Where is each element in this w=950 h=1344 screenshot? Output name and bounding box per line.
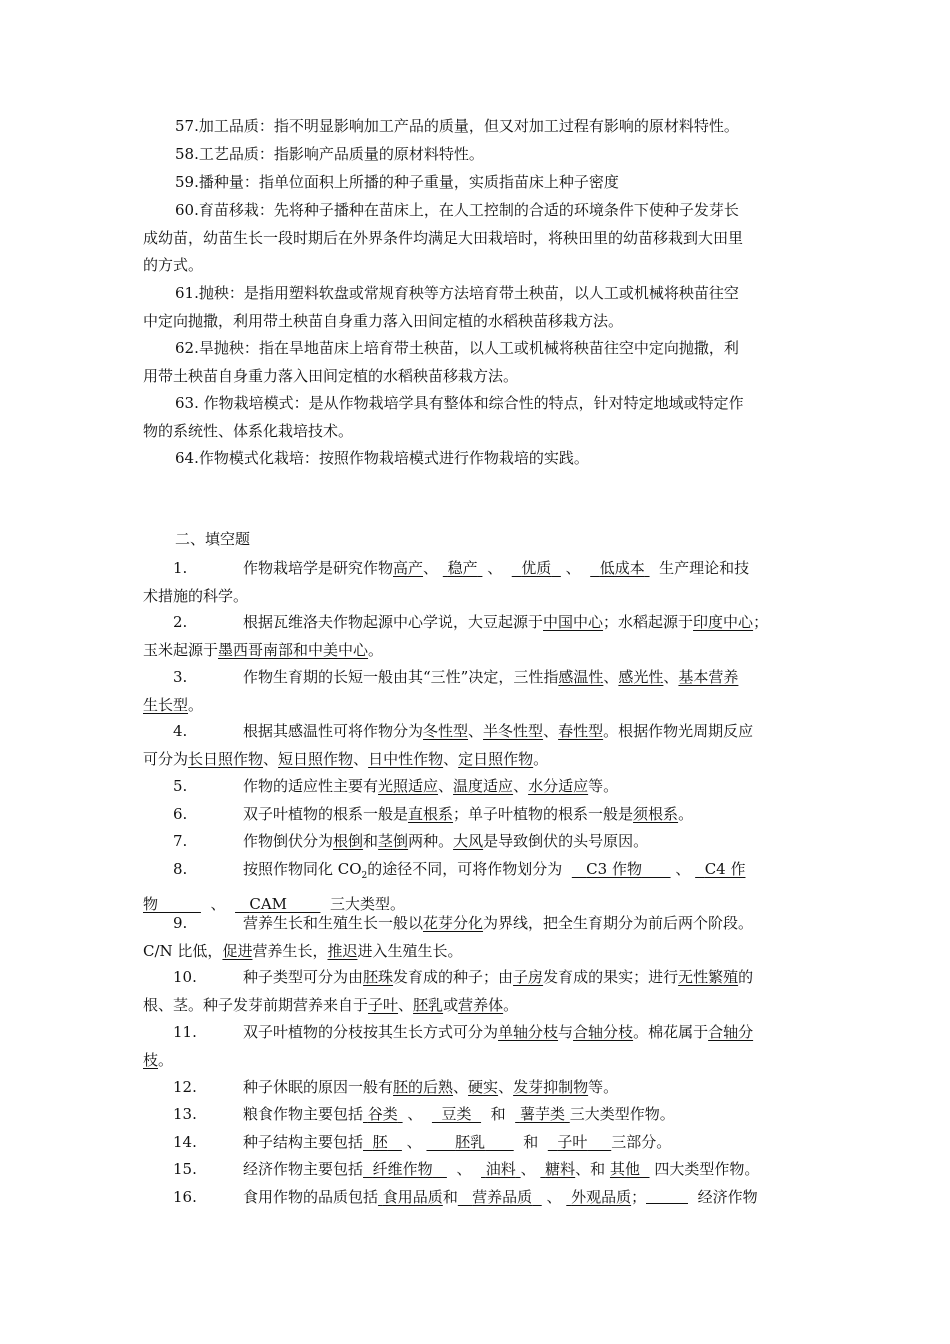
text-segment: [695, 860, 745, 878]
text-line: 物的系统性、体系化栽培技术。: [143, 421, 354, 440]
text-segment: [143, 938, 807, 966]
text-segment: 14.: [173, 1133, 197, 1151]
text-line: 63. 作物栽培模式：是从作物栽培学具有整体和综合性的特点，针对特定地域或特定作: [175, 394, 744, 412]
text-segment: 根据其感温性可将作物分为: [243, 722, 424, 740]
definition-64: [143, 445, 807, 473]
answer: 推迟: [327, 941, 358, 960]
text-segment: [143, 718, 807, 746]
fill-question-5: [143, 773, 807, 801]
text-segment: 作物的适应性主要有: [243, 777, 379, 795]
text-segment: 三大类型作物。: [569, 1105, 675, 1123]
text-segment: 等。: [588, 777, 619, 795]
text-segment: 作物栽培学是研究作物: [243, 559, 394, 577]
definition-63: [143, 390, 807, 445]
text-segment: [143, 964, 807, 992]
text-segment: 10.: [173, 968, 197, 986]
fill-question-16: [143, 1184, 807, 1212]
answer: 半冬性型: [483, 722, 544, 740]
text-segment: 、: [675, 860, 691, 878]
answer: 胚珠: [363, 968, 394, 986]
text-segment: [432, 1105, 481, 1123]
text-segment: 营养生长和生殖生长一般以: [243, 914, 424, 932]
text-segment: 。棉花属于: [633, 1023, 709, 1041]
answer: 单轴分枝: [498, 1023, 559, 1041]
text-segment: 、: [513, 777, 529, 795]
text-segment: 、: [565, 559, 581, 577]
text-segment: 或: [443, 995, 459, 1014]
text-segment: [143, 609, 807, 637]
text-segment: 和: [442, 1188, 458, 1206]
text-line: 60.育苗移栽：先将种子播种在苗床上，在人工控制的合适的环境条件下使种子发芽长: [175, 201, 739, 219]
text-segment: 2.: [173, 613, 188, 631]
text-segment: 6.: [173, 805, 188, 823]
text-segment: [458, 1188, 542, 1206]
text-segment: 、: [456, 1160, 472, 1178]
text-segment: 三大类型。: [329, 894, 405, 913]
answer: 子叶: [368, 995, 399, 1014]
text-segment: 4.: [173, 722, 188, 740]
text-segment: 是导致倒伏的头号原因。: [483, 832, 649, 850]
text-segment: 三部分。: [611, 1133, 672, 1151]
fill-question-14: [143, 1129, 807, 1157]
text-segment: [481, 1160, 521, 1178]
text-segment: 、: [423, 559, 439, 577]
text-segment: [566, 1188, 631, 1206]
text-segment: 双子叶植物的分枝按其生长方式可分为: [243, 1023, 499, 1041]
text-segment: [363, 1160, 447, 1178]
answer: 感温性: [558, 668, 604, 686]
definition-57: [143, 113, 807, 141]
answer: 营养体: [458, 995, 504, 1014]
text-segment: [143, 692, 807, 720]
text-segment: [143, 910, 807, 938]
text-segment: 。: [188, 695, 204, 714]
text-segment: 、: [487, 559, 503, 577]
text-segment: 、: [438, 777, 454, 795]
text-segment: 作物生育期的长短一般由其“三性”决定，三性指: [243, 668, 559, 686]
fill-question-7: [143, 828, 807, 856]
answer: 冬性型: [423, 722, 469, 740]
answer: 日中性作物: [368, 749, 444, 768]
text-line: 58.工艺品质：指影响产品质量的原材料特性。: [175, 145, 484, 163]
text-segment: [540, 1160, 575, 1178]
fill-question-15: [143, 1156, 807, 1184]
text-segment: 与: [558, 1023, 574, 1041]
text-segment: 、: [407, 1105, 423, 1123]
answer: 谷类: [367, 1105, 398, 1123]
text-segment: 。根据作物光周期反应: [603, 722, 754, 740]
answer: 感光性: [618, 668, 664, 686]
answer: 豆类: [441, 1105, 472, 1123]
answer: 物: [143, 894, 159, 913]
answer: 温度适应: [453, 777, 514, 795]
text-segment: 、: [546, 1188, 562, 1206]
answer: 大风: [453, 832, 484, 850]
fill-question-1: [143, 555, 807, 610]
answer: 胚: [372, 1133, 388, 1151]
text-segment: 12.: [173, 1078, 197, 1096]
text-segment: 粮食作物主要包括: [243, 1105, 364, 1123]
text-segment: ；单子叶植物的根系一般是: [453, 805, 634, 823]
text-segment: 13.: [173, 1105, 197, 1123]
text-segment: [143, 1129, 807, 1157]
answer: 合轴分: [708, 1023, 754, 1041]
answer: 稳产: [447, 559, 478, 577]
answer: 子房: [513, 968, 544, 986]
section-title: 二、填空题: [175, 530, 251, 548]
fill-question-2: [143, 609, 807, 664]
answer-blank: [646, 1187, 688, 1204]
text-segment: 种子结构主要包括: [243, 1133, 364, 1151]
text-segment: 经济作物: [697, 1188, 758, 1206]
text-segment: 和: [363, 832, 379, 850]
text-segment: [512, 559, 561, 577]
fill-question-12: [143, 1074, 807, 1102]
fill-question-4: [143, 718, 807, 773]
fill-question-6: [143, 801, 807, 829]
answer: 食用品质: [382, 1188, 443, 1206]
text-segment: 作物倒伏分为: [243, 832, 334, 850]
text-segment: [378, 1188, 443, 1206]
text-segment: 发育成的果实；进行: [543, 968, 679, 986]
answer: 薯芋类: [519, 1105, 565, 1123]
text-segment: 。: [368, 640, 384, 659]
text-segment: [143, 1047, 807, 1075]
answer: 枝: [143, 1050, 159, 1069]
text-segment: [363, 1105, 403, 1123]
text-segment: 11.: [173, 1023, 197, 1041]
fill-question-8: [143, 856, 807, 918]
answer: 其他: [609, 1160, 640, 1178]
text-segment: 9.: [173, 914, 188, 932]
text-segment: 的: [738, 968, 754, 986]
text-segment: 两种。: [408, 832, 454, 850]
answer: 子叶: [557, 1133, 588, 1151]
text-segment: ；: [753, 613, 769, 631]
text-segment: [610, 1160, 650, 1178]
text-segment: 四大类型作物。: [654, 1160, 760, 1178]
answer: 茎倒: [378, 832, 409, 850]
text-segment: 和: [523, 1133, 539, 1151]
text-segment: 生产理论和技: [659, 559, 750, 577]
text-segment: [143, 1074, 807, 1102]
definition-58: [143, 141, 807, 169]
answer: 生长型: [143, 695, 189, 714]
answer: 长日照作物: [188, 749, 264, 768]
answer: 外观品质: [571, 1188, 632, 1206]
text-segment: 、: [443, 749, 459, 768]
answer: 直根系: [408, 805, 454, 823]
text-segment: 、: [498, 1078, 514, 1096]
text-segment: 食用作物的品质包括: [243, 1188, 379, 1206]
answer: 油料: [485, 1160, 516, 1178]
fill-question-3: [143, 664, 807, 719]
text-segment: 、: [453, 1078, 469, 1096]
text-segment: 1.: [173, 559, 188, 577]
text-segment: [143, 1156, 807, 1184]
text-line: 中定向抛撒，利用带土秧苗自身重力落入田间定植的水稻秧苗移栽方法。: [143, 311, 624, 330]
text-segment: 。: [533, 749, 549, 768]
text-segment: [143, 746, 807, 774]
text-segment: 进入生殖生长。: [357, 941, 463, 960]
text-segment: [363, 1133, 402, 1151]
text-segment: [548, 1133, 611, 1151]
text-segment: 、: [468, 722, 484, 740]
text-segment: 7.: [173, 832, 188, 850]
answer: 光照适应: [378, 777, 439, 795]
text-segment: 、和: [575, 1160, 606, 1178]
text-segment: 双子叶植物的根系一般是: [243, 805, 409, 823]
definition-60: [143, 197, 807, 280]
text-segment: 、: [353, 749, 369, 768]
answer: 中国中心: [543, 613, 604, 631]
text-segment: [143, 1019, 807, 1047]
answer: 根倒: [333, 832, 364, 850]
text-segment: 2: [361, 871, 368, 881]
answer: 胚乳: [413, 995, 444, 1014]
text-line: 的方式。: [143, 256, 204, 274]
text-segment: [143, 637, 807, 665]
text-segment: 、: [406, 1133, 422, 1151]
text-segment: 8.: [173, 860, 188, 878]
answer: 墨西哥南部和中美中心: [218, 640, 369, 659]
text-segment: 、: [663, 668, 679, 686]
text-line: 59.播种量：指单位面积上所播的种子重量，实质指苗床上种子密度: [175, 173, 619, 191]
definition-62: [143, 335, 807, 390]
text-segment: 玉米起源于: [143, 640, 219, 659]
answer: C4 作: [704, 860, 746, 878]
text-segment: 等。: [588, 1078, 619, 1096]
text-segment: [143, 1184, 807, 1212]
text-line: 62.旱抛秧：指在旱地苗床上培育带土秧苗，以人工或机械将秧苗往空中定向抛撒，利: [175, 339, 739, 357]
text-segment: [143, 555, 807, 583]
text-segment: [590, 559, 649, 577]
text-segment: [143, 1101, 807, 1129]
text-segment: [143, 664, 807, 692]
text-line: 成幼苗，幼苗生长一段时期后在外界条件均满足大田栽培时，将秧田里的幼苗移栽到大田里: [143, 228, 744, 247]
answer: 胚的后熟: [393, 1078, 454, 1096]
answer: C3 作物: [586, 860, 642, 878]
text-segment: [143, 856, 807, 891]
text-segment: 营养生长，: [252, 941, 328, 960]
answer: 胚乳: [455, 1133, 486, 1151]
text-segment: 的途径不同，可将作物划分为: [367, 860, 563, 878]
text-segment: 按照作物同化 CO: [243, 860, 362, 878]
text-segment: C/N 比低，: [143, 941, 223, 960]
text-segment: [426, 1133, 513, 1151]
text-segment: 发育成的种子；由: [393, 968, 514, 986]
text-line: 用带土秧苗自身重力落入田间定植的水稻秧苗移栽方法。: [143, 366, 519, 385]
answer: 基本营养: [678, 668, 739, 686]
text-segment: 。: [503, 995, 519, 1014]
answer: 须根系: [633, 805, 679, 823]
text-line: 61.抛秧：是指用塑料软盘或常规育秧等方法培育带土秧苗，以人工或机械将秧苗往空: [175, 284, 739, 302]
text-segment: [143, 801, 807, 829]
text-segment: 、: [603, 668, 619, 686]
answer: CAM: [249, 894, 288, 913]
text-segment: ；: [631, 1188, 647, 1206]
text-segment: [515, 1105, 570, 1123]
answer: 低成本: [599, 559, 645, 577]
answer: 硬实: [468, 1078, 499, 1096]
text-segment: 根、茎。种子发芽前期营养来自于: [143, 995, 369, 1014]
definition-61: [143, 280, 807, 335]
answer: 发芽抑制物: [513, 1078, 589, 1096]
answer: 水分适应: [528, 777, 589, 795]
text-segment: [143, 773, 807, 801]
answer: 花芽分化: [423, 914, 484, 932]
text-line: 57.加工品质：指不明显影响加工产品的质量，但又对加工过程有影响的原材料特性。: [175, 117, 739, 135]
fill-question-10: [143, 964, 807, 1019]
answer: 春性型: [558, 722, 604, 740]
text-segment: 5.: [173, 777, 188, 795]
text-segment: 、: [520, 1160, 536, 1178]
text-segment: 3.: [173, 668, 188, 686]
text-segment: 、: [210, 894, 226, 913]
text-segment: 种子类型可分为由: [243, 968, 364, 986]
fill-question-13: [143, 1101, 807, 1129]
text-segment: 、: [263, 749, 279, 768]
text-segment: 为界线，把全生育期分为前后两个阶段。: [483, 914, 754, 932]
answer: 无性繁殖: [678, 968, 739, 986]
answer: 促进: [222, 941, 253, 960]
text-segment: 15.: [173, 1160, 197, 1178]
answer: 糖料: [545, 1160, 576, 1178]
text-segment: ；水稻起源于: [603, 613, 694, 631]
text-segment: 术措施的科学。: [143, 586, 249, 605]
answer: 短日照作物: [278, 749, 354, 768]
text-segment: 种子休眠的原因一般有: [243, 1078, 394, 1096]
text-segment: 根据瓦维洛夫作物起源中心学说，大豆起源于: [243, 613, 544, 631]
answer: 营养品质: [472, 1188, 533, 1206]
answer: 高产: [393, 559, 424, 577]
text-segment: [143, 992, 807, 1020]
text-segment: 16.: [173, 1188, 197, 1206]
text-segment: 、: [543, 722, 559, 740]
text-segment: 和: [490, 1105, 506, 1123]
answer: 定日照作物: [458, 749, 534, 768]
answer: 合轴分枝: [573, 1023, 634, 1041]
fill-question-9: [143, 910, 807, 965]
text-line: 64.作物模式化栽培：按照作物栽培模式进行作物栽培的实践。: [175, 449, 589, 467]
text-segment: 经济作物主要包括: [243, 1160, 364, 1178]
text-segment: 。: [158, 1050, 174, 1069]
definition-59: [143, 169, 807, 197]
answer: 印度中心: [693, 613, 754, 631]
text-segment: [443, 559, 483, 577]
text-segment: [572, 860, 671, 878]
fill-question-11: [143, 1019, 807, 1074]
answer: 纤维作物: [372, 1160, 433, 1178]
text-segment: 可分为: [143, 749, 189, 768]
answer: 优质: [521, 559, 552, 577]
text-segment: 。: [678, 805, 694, 823]
text-segment: [143, 828, 807, 856]
text-segment: 、: [398, 995, 414, 1014]
